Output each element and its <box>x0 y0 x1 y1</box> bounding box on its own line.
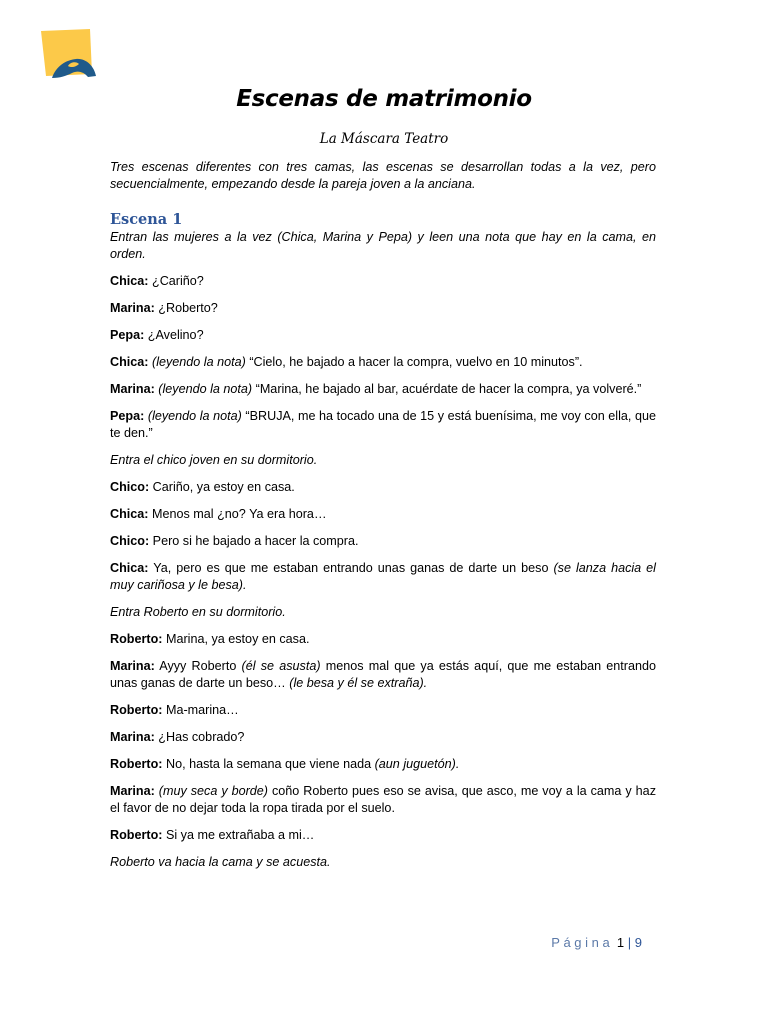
dialogue-line <box>110 381 656 398</box>
speaker-name: Marina: <box>110 784 155 798</box>
stage-direction: Entra el chico joven en su dormitorio. <box>110 453 318 467</box>
speaker-name: Chico: <box>110 534 150 548</box>
dialogue-text: ¿Avelino? <box>144 328 204 342</box>
page-footer <box>551 935 642 950</box>
stage-note: (leyendo la nota) <box>148 355 246 369</box>
theater-logo <box>38 28 98 80</box>
dialogue-text: ¿Has cobrado? <box>154 730 245 744</box>
dialogue-text: “BRUJA, me ha tocado una de 15 y está buenísima, me voy con ella, que te den.” <box>110 409 656 440</box>
dialogue-text: menos mal que ya estás aquí, que me estaban entrando unas ganas de darte un beso… <box>110 659 657 690</box>
dialogue-text: Ya, pero es que me estaban entrando unas ganas de darte un beso <box>148 561 554 575</box>
page-subtitle: La Máscara Teatro <box>319 131 449 147</box>
dialogue-line <box>110 300 656 317</box>
dialogue-line <box>110 729 656 746</box>
speaker-name: Marina: <box>110 301 155 315</box>
dialogue-line <box>110 533 656 550</box>
dialogue-line <box>110 408 656 442</box>
speaker-name: Chica: <box>110 355 149 369</box>
dialogue-line <box>110 783 656 817</box>
speaker-name: Pepa: <box>110 328 145 342</box>
footer-page-word: Página <box>551 935 614 950</box>
dialogue-line <box>110 354 656 371</box>
dialogue-line <box>110 479 656 496</box>
dialogue-lines <box>110 273 656 871</box>
speaker-name: Roberto: <box>110 757 163 771</box>
footer-page-number: 1 <box>616 935 625 950</box>
speaker-name: Marina: <box>110 382 155 396</box>
speaker-name: Roberto: <box>110 703 163 717</box>
speaker-name: Chica: <box>110 507 149 521</box>
stage-note: (se lanza hacia el muy cariñosa y le besa). <box>110 561 656 592</box>
dialogue-text: Marina, ya estoy en casa. <box>162 632 310 646</box>
stage-direction: Roberto va hacia la cama y se acuesta. <box>110 855 331 869</box>
scene-heading: Escena 1 <box>110 211 183 228</box>
script-body <box>110 159 656 881</box>
dialogue-text: “Marina, he bajado al bar, acuérdate de hacer la compra, ya volveré.” <box>252 382 642 396</box>
dialogue-text: coño Roberto pues eso se avisa, que asco, me voy a la cama y haz el favor de no dejar toda la ropa tirada por el suelo. <box>110 784 656 815</box>
dialogue-text: ¿Cariño? <box>148 274 204 288</box>
dialogue-text: Si ya me extrañaba a mi… <box>162 828 315 842</box>
page-title: Escenas de matrimonio <box>236 86 532 112</box>
intro-paragraph: Tres escenas diferentes con tres camas, las escenas se desarrollan todas a la vez, pero secuencialmente, empezando desde la pareja joven a la anciana. <box>110 160 656 191</box>
dialogue-text: Cariño, ya estoy en casa. <box>149 480 295 494</box>
stage-direction: Entra Roberto en su dormitorio. <box>110 605 286 619</box>
stage-note: (aun juguetón). <box>374 757 460 771</box>
dialogue-line <box>110 702 656 719</box>
footer-page-total: 9 <box>634 935 642 950</box>
speaker-name: Marina: <box>110 659 155 673</box>
dialogue-line <box>110 827 656 844</box>
dialogue-text: Menos mal ¿no? Ya era hora… <box>148 507 327 521</box>
speaker-name: Roberto: <box>110 828 163 842</box>
dialogue-text: No, hasta la semana que viene nada <box>162 757 375 771</box>
stage-note: (leyendo la nota) <box>154 382 253 396</box>
stage-note: (muy seca y borde) <box>154 784 268 798</box>
dialogue-line <box>110 273 656 290</box>
dialogue-text: ¿Roberto? <box>154 301 218 315</box>
dialogue-text: Pero si he bajado a hacer la compra. <box>149 534 359 548</box>
dialogue-line <box>110 658 656 692</box>
dialogue-line <box>110 560 656 594</box>
dialogue-line <box>110 631 656 648</box>
speaker-name: Pepa: <box>110 409 145 423</box>
dialogue-line <box>110 506 656 523</box>
dialogue-text: Ma-marina… <box>162 703 239 717</box>
stage-note: (él se asusta) <box>241 659 321 673</box>
speaker-name: Chica: <box>110 561 149 575</box>
speaker-name: Chica: <box>110 274 149 288</box>
stage-note: (le besa y él se extraña). <box>289 676 428 690</box>
stage-note: (leyendo la nota) <box>144 409 242 423</box>
dialogue-line <box>110 756 656 773</box>
dialogue-text: “Cielo, he bajado a hacer la compra, vuelvo en 10 minutos”. <box>245 355 583 369</box>
dialogue-text: Ayyy Roberto <box>154 659 242 673</box>
scene-description: Entran las mujeres a la vez (Chica, Marina y Pepa) y leen una nota que hay en la cama, en orden. <box>110 230 656 261</box>
speaker-name: Roberto: <box>110 632 163 646</box>
footer-separator-2: | <box>624 935 635 950</box>
speaker-name: Marina: <box>110 730 155 744</box>
speaker-name: Chico: <box>110 480 150 494</box>
dialogue-line <box>110 327 656 344</box>
